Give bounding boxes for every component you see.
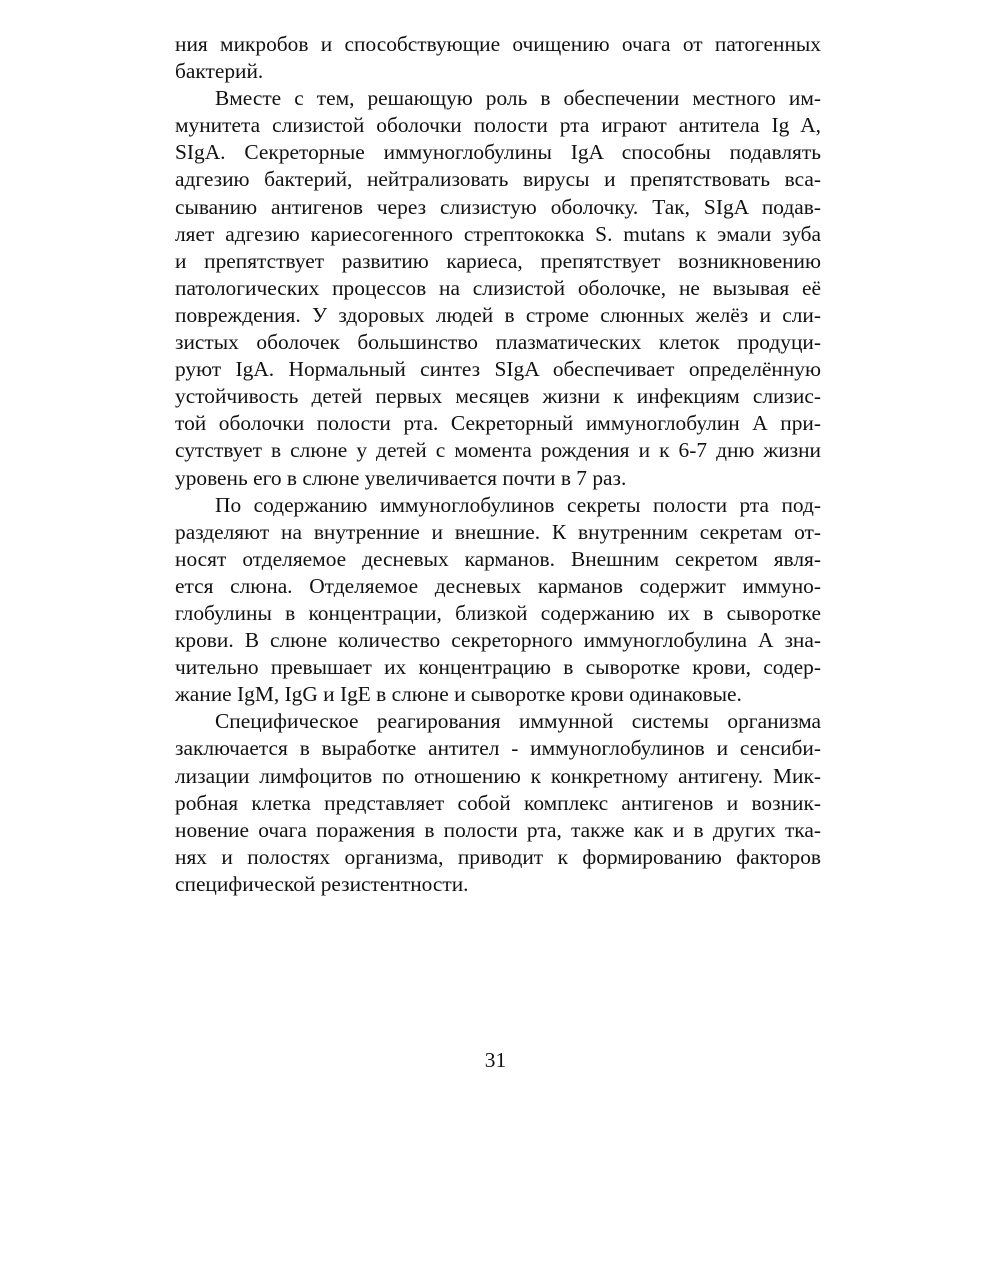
body-text xyxy=(175,31,821,898)
paragraph xyxy=(175,85,821,491)
text-line: бактерий. xyxy=(175,59,264,84)
text-line: Вместе с тем, решающую роль в обеспечении местного им- xyxy=(215,86,821,111)
text-line: сыванию антигенов через слизистую оболочку. Так, SIgA подав- xyxy=(175,194,821,219)
text-line: специфической резистентности. xyxy=(175,871,469,896)
text-line: той оболочки полости рта. Секреторный иммуноглобулин А при- xyxy=(175,411,821,436)
text-line: новение очага поражения в полости рта, также как и в других тка- xyxy=(175,817,821,842)
page-number: 31 xyxy=(484,1048,507,1072)
text-line: руют IgA. Нормальный синтез SIgA обеспечивает определённую xyxy=(175,357,821,382)
text-line: ния микробов и способствующие очищению очага от патогенных xyxy=(175,32,821,56)
text-line: разделяют на внутренние и внешние. К внутренним секретам от- xyxy=(175,519,821,544)
text-line: патологических процессов на слизистой оболочке, не вызывая её xyxy=(175,275,821,300)
text-line: чительно превышает их концентрацию в сыворотке крови, содер- xyxy=(175,655,821,680)
text-line: мунитета слизистой оболочки полости рта играют антитела Ig A, xyxy=(175,113,821,138)
text-line: адгезию бактерий, нейтрализовать вирусы и препятствовать вса- xyxy=(175,167,821,192)
paragraph xyxy=(175,708,821,898)
text-line: сутствует в слюне у детей с момента рождения и к 6-7 дню жизни xyxy=(175,438,821,463)
text-line: уровень его в слюне увеличивается почти в 7 раз. xyxy=(175,465,627,490)
text-line: глобулины в концентрации, близкой содержанию их в сыворотке xyxy=(175,600,821,625)
text-line: заключается в выработке антител - иммуноглобулинов и сенсиби- xyxy=(175,736,821,761)
text-line: ется слюна. Отделяемое десневых карманов содержит иммуно- xyxy=(175,573,821,598)
text-line: нях и полостях организма, приводит к формированию факторов xyxy=(175,844,821,869)
text-line: зистых оболочек большинство плазматических клеток продуци- xyxy=(175,330,821,355)
text-line: устойчивость детей первых месяцев жизни к инфекциям слизис- xyxy=(175,384,821,409)
text-line: и препятствует развитию кариеса, препятствует возникновению xyxy=(175,248,821,273)
text-line: носят отделяемое десневых карманов. Внешним секретом явля- xyxy=(175,546,821,571)
text-line: повреждения. У здоровых людей в строме слюнных желёз и сли- xyxy=(175,302,821,327)
text-line: Специфическое реагирования иммунной системы организма xyxy=(215,709,821,734)
text-line: крови. В слюне количество секреторного иммуноглобулина А зна- xyxy=(175,628,821,653)
text-line: По содержанию иммуноглобулинов секреты полости рта под- xyxy=(215,492,821,517)
text-line: ляет адгезию кариесогенного стрептококка S. mutans к эмали зуба xyxy=(175,221,821,246)
paragraph xyxy=(175,31,821,85)
paragraph xyxy=(175,492,821,709)
text-line: робная клетка представляет собой комплекс антигенов и возник- xyxy=(175,790,821,815)
text-line: SIgA. Секреторные иммуноглобулины IgA способны подавлять xyxy=(175,140,821,165)
text-line: жание IgM, IgG и IgE в слюне и сыворотке крови одинаковые. xyxy=(175,682,742,707)
text-line: лизации лимфоцитов по отношению к конкретному антигену. Мик- xyxy=(175,763,821,788)
